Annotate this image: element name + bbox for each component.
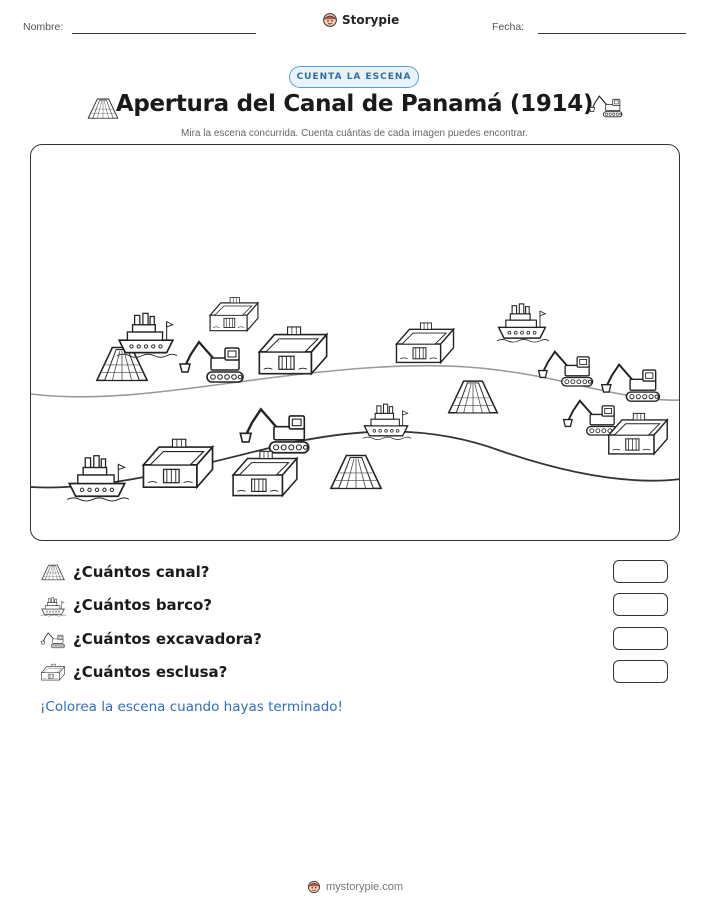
canal-lock-icon (210, 297, 258, 330)
activity-badge: CUENTA LA ESCENA (289, 66, 419, 88)
brand-logo (322, 12, 399, 28)
question-text: ¿Cuántos esclusa? (73, 663, 228, 681)
canal-lock-icon (143, 439, 212, 487)
footer-url[interactable]: mystorypie.com (326, 881, 404, 893)
answer-box-lock[interactable] (613, 660, 668, 683)
ship-icon (67, 456, 129, 501)
closing-instruction: ¡Colorea la escena cuando hayas terminado! (40, 699, 343, 715)
excavator-icon (564, 401, 618, 435)
question-text: ¿Cuántos canal? (73, 563, 210, 581)
storypie-mascot-icon (307, 880, 321, 894)
excavator-icon (240, 409, 308, 452)
excavator-icon (602, 365, 660, 402)
scene-picture (30, 144, 680, 541)
canal-lock-icon (259, 327, 326, 374)
ship-icon (117, 313, 177, 357)
canal-lock-icon (609, 413, 667, 454)
excavator-icon (539, 352, 593, 386)
answer-box-ship[interactable] (613, 593, 668, 616)
question-ship (40, 593, 670, 619)
question-lock (40, 660, 670, 686)
question-canal (40, 560, 670, 586)
date-label: Fecha: (492, 21, 525, 33)
name-label: Nombre: (23, 21, 64, 33)
canal-icon (331, 456, 381, 489)
answer-box-canal[interactable] (613, 560, 668, 583)
brand-name: Storypie (342, 13, 400, 27)
excavator-icon (588, 92, 624, 120)
question-excavator (40, 627, 670, 653)
scene-illustration (31, 145, 680, 541)
ship-icon (363, 404, 411, 439)
ship-icon (40, 595, 66, 617)
footer (307, 880, 403, 894)
canal-icon (449, 381, 498, 413)
page-title: Apertura del Canal de Panamá (1914) (115, 91, 594, 117)
storypie-mascot-icon (322, 12, 338, 28)
canal-lock-icon (40, 662, 66, 684)
name-line[interactable] (72, 33, 256, 34)
canal-lock-icon (396, 323, 453, 363)
excavator-icon (40, 629, 66, 651)
date-line[interactable] (538, 33, 686, 34)
canal-icon (40, 562, 66, 582)
excavator-icon (180, 342, 243, 382)
question-text: ¿Cuántos barco? (73, 596, 212, 614)
answer-box-excavator[interactable] (613, 627, 668, 650)
question-text: ¿Cuántos excavadora? (73, 630, 262, 648)
instructions: Mira la escena concurrida. Cuenta cuántas de cada imagen puedes encontrar. (181, 128, 528, 139)
ship-icon (497, 304, 549, 342)
canal-lock-icon (233, 451, 297, 495)
